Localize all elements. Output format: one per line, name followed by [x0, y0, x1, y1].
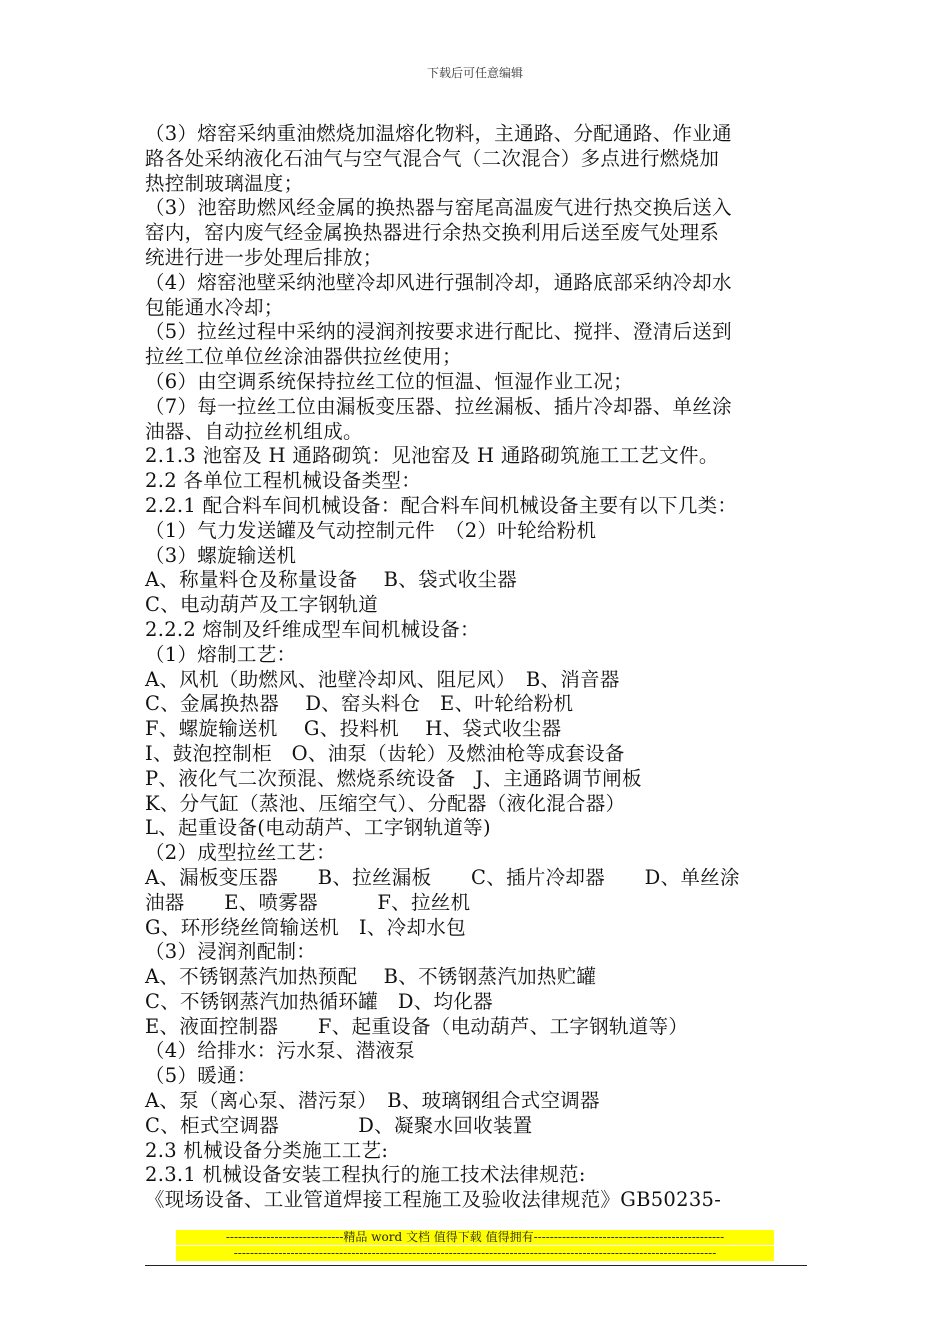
- text-line: （4）给排水：污水泵、潜液泵: [145, 1039, 416, 1063]
- text-line: 2.1.3 池窑及 H 通路砌筑：见池窑及 H 通路砌筑施工工艺文件。: [145, 444, 719, 468]
- text-line: 油器 E、喷雾器 F、拉丝机: [145, 890, 471, 914]
- text-line: A、不锈钢蒸汽加热预配 B、不锈钢蒸汽加热贮罐: [145, 965, 597, 989]
- text-line: （7）每一拉丝工位由漏板变压器、拉丝漏板、插片冷却器、单丝涂: [145, 394, 732, 418]
- text-line: （2）成型拉丝工艺：: [145, 841, 336, 865]
- text-line: 2.2 各单位工程机械设备类型：: [145, 469, 422, 493]
- text-line: A、泵（离心泵、潜污泵） B、玻璃钢组合式空调器: [145, 1089, 600, 1113]
- text-line: 窑内，窑内废气经金属换热器进行余热交换利用后送至废气处理系: [145, 221, 720, 245]
- text-line: F、螺旋输送机 G、投料机 H、袋式收尘器: [145, 717, 562, 741]
- text-line: A、漏板变压器 B、拉丝漏板 C、插片冷却器 D、单丝涂: [145, 865, 740, 889]
- text-line: C、柜式空调器 D、凝聚水回收装置: [145, 1113, 533, 1137]
- text-line: 2.3.1 机械设备安装工程执行的施工技术法律规范:: [145, 1163, 586, 1187]
- text-line: K、分气缸（蒸池、压缩空气）、分配器（液化混合器）: [145, 791, 626, 815]
- text-line: （6）由空调系统保持拉丝工位的恒温、恒湿作业工况；: [145, 369, 633, 393]
- document-body: [145, 122, 810, 1213]
- footer-banner: -----------------------------精品 word 文档 值得下载 值得拥有-----------------------------------------------: [176, 1230, 774, 1245]
- text-line: P、液化气二次预混、燃烧系统设备 J、主通路调节闸板: [145, 766, 642, 790]
- text-line: （1）熔制工艺：: [145, 642, 297, 666]
- text-line: （5）暖通：: [145, 1064, 257, 1088]
- text-line: 《现场设备、工业管道焊接工程施工及验收法律规范》GB50235-: [145, 1188, 722, 1212]
- text-line: （3）池窑助燃风经金属的换热器与窑尾高温废气进行热交换后送入: [145, 196, 732, 220]
- text-line: 2.2.2 熔制及纤维成型车间机械设备：: [145, 617, 480, 641]
- text-line: 拉丝工位单位丝涂油器供拉丝使用；: [145, 345, 462, 369]
- text-line: （3）熔窑采纳重油燃烧加温熔化物料，主通路、分配通路、作业通: [145, 122, 732, 145]
- footer-dash-line: -----------------------------------------------------------------------------------------------------------------------: [176, 1246, 774, 1261]
- text-line: I、鼓泡控制柜 O、油泵（齿轮）及燃油枪等成套设备: [145, 741, 625, 765]
- text-line: C、不锈钢蒸汽加热循环罐 D、均化器: [145, 989, 493, 1013]
- text-line: （5）拉丝过程中采纳的浸润剂按要求进行配比、搅拌、澄清后送到: [145, 320, 732, 344]
- text-line: 统进行进一步处理后排放；: [145, 245, 383, 269]
- footer-rule: [145, 1265, 807, 1266]
- text-line: A、风机（助燃风、池壁冷却风、阻尼风） B、消音器: [145, 667, 620, 691]
- text-line: G、环形绕丝筒输送机 I、冷却水包: [145, 915, 466, 939]
- text-line: 包能通水冷却；: [145, 295, 284, 319]
- text-line: E、液面控制器 F、起重设备（电动葫芦、工字钢轨道等）: [145, 1014, 689, 1038]
- text-line: C、金属换热器 D、窑头料仓 E、叶轮给粉机: [145, 692, 574, 716]
- text-line: （3）螺旋输送机: [145, 543, 297, 567]
- text-line: 油器、自动拉丝机组成。: [145, 419, 363, 443]
- text-line: C、电动葫芦及工字钢轨道: [145, 593, 379, 617]
- text-line: （1）气力发送罐及气动控制元件 （2）叶轮给粉机: [145, 518, 597, 542]
- text-line: 路各处采纳液化石油气与空气混合气（二次混合）多点进行燃烧加: [145, 146, 720, 170]
- text-line: 2.2.1 配合料车间机械设备：配合料车间机械设备主要有以下几类：: [145, 493, 738, 517]
- text-line: L、起重设备(电动葫芦、工字钢轨道等): [145, 816, 491, 840]
- text-line: A、称量料仓及称量设备 B、袋式收尘器: [145, 568, 518, 592]
- text-line: 2.3 机械设备分类施工工艺:: [145, 1138, 389, 1162]
- text-line: （3）浸润剂配制：: [145, 940, 317, 964]
- page-header: 下载后可任意编辑: [426, 66, 523, 80]
- text-line: 热控制玻璃温度；: [145, 171, 304, 195]
- text-line: （4）熔窑池壁采纳池壁冷却风进行强制冷却，通路底部采纳冷却水: [145, 270, 732, 294]
